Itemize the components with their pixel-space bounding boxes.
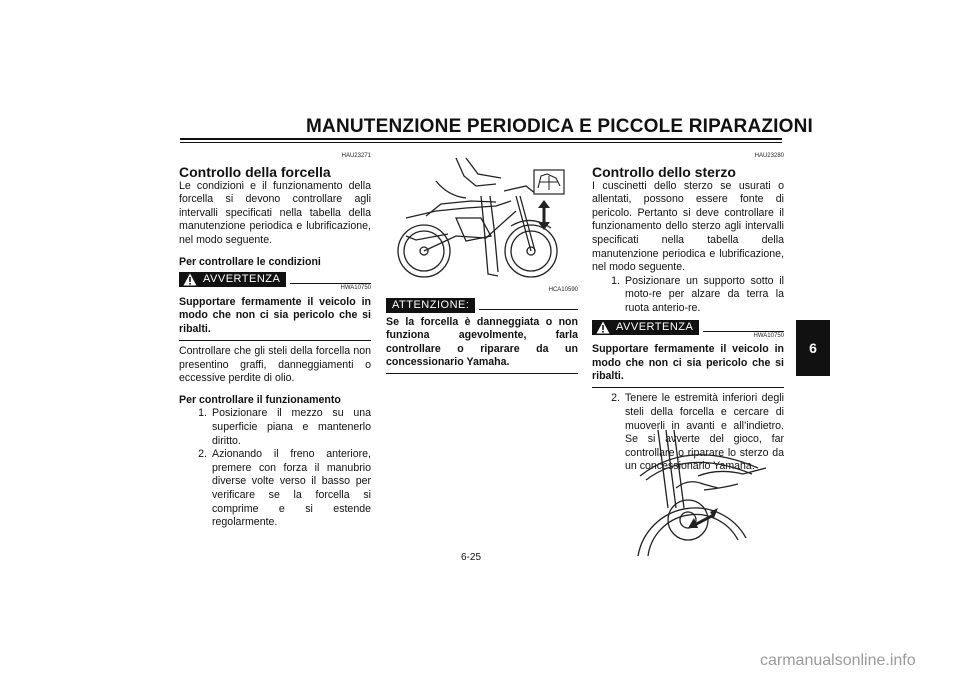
warning-label: AVVERTENZA <box>203 273 281 286</box>
warning-text: Supportare fermamente il veicolo in modo che non ci sia pericolo che si ribalti. <box>179 295 371 335</box>
warning-end-rule <box>179 340 371 342</box>
warning-end-rule <box>592 387 784 389</box>
header-rule-thin <box>180 142 782 143</box>
page-number: 6-25 <box>461 552 482 563</box>
chapter-tab: 6 <box>796 320 830 376</box>
section-code: HAU23280 <box>754 153 784 159</box>
middle-column <box>386 284 578 374</box>
section-heading-fork: Controllo della forcella <box>179 163 331 180</box>
motorcycle-illustration <box>386 156 578 284</box>
warning-badge <box>592 320 699 335</box>
steering-steps-1 <box>592 275 784 316</box>
front-wheel-illustration <box>618 428 768 556</box>
condition-check-text: Controllare che gli steli della forcella non presentino graffi, danneggiamenti o eccessive perdite di olio. <box>179 345 371 385</box>
steering-intro-text: I cuscinetti dello sterzo se usurati o allentati, possono essere fonte di pericolo. Pertanto si deve controllare il funzionamento dello sterzo agli intervalli specificati nella tabella della manutenzione periodica e lubrificazione, nel modo seguente. <box>592 179 784 274</box>
header-rule <box>180 138 782 140</box>
right-column <box>592 150 784 474</box>
warning-triangle-icon <box>596 321 610 334</box>
caution-end-rule <box>386 373 578 375</box>
warning-text: Supportare fermamente il veicolo in modo che non ci sia pericolo che si ribalti. <box>592 343 784 383</box>
caution-code: HCA10590 <box>548 287 578 293</box>
warning-triangle-icon <box>183 273 197 286</box>
section-code: HAU23271 <box>341 153 371 159</box>
list-item: 2. Azionando il freno anteriore, premere con forza il manubrio diverse volte verso il basso per verificare se la forcella si comprime e si estende regolarmente. <box>198 448 371 529</box>
fork-intro-text: Le condizioni e il funzionamento della forcella si devono controllare agli intervalli specificati nella tabella della manutenzione periodica e lubrificazione, nel modo seguente. <box>179 179 371 246</box>
warning-code: HWA10750 <box>753 332 784 339</box>
subheading-operation: Per controllare il funzionamento <box>179 393 341 406</box>
warning-label: AVVERTENZA <box>616 320 694 333</box>
warning-code: HWA10750 <box>340 285 371 292</box>
left-column <box>179 150 371 530</box>
warning-badge <box>179 272 286 287</box>
watermark: carmanualsonline.info <box>760 652 916 669</box>
subheading-condition: Per controllare le condizioni <box>179 255 321 268</box>
caution-header <box>386 298 578 313</box>
section-heading-steering: Controllo dello sterzo <box>592 163 736 180</box>
caution-line <box>479 309 578 310</box>
list-item: 2. Tenere le estremità inferiori degli steli della forcella e cercare di muoverli in avanti e all’indietro. Se si avverte del gioco, far controllare o riparare lo sterzo da un concessionario Yamaha. <box>611 392 784 473</box>
caution-label: ATTENZIONE: <box>386 298 475 313</box>
list-item: 1. Posizionare il mezzo su una superficie piana e mantenerlo diritto. <box>198 407 371 447</box>
caution-text: Se la forcella è danneggiata o non funziona agevolmente, farla controllare o riparare da un concessionario Yamaha. <box>386 315 578 369</box>
operation-steps <box>179 407 371 529</box>
page-title: MANUTENZIONE PERIODICA E PICCOLE RIPARAZIONI <box>306 116 814 137</box>
list-item: 1. Posizionare un supporto sotto il moto-re per alzare da terra la ruota anterio-re. <box>611 274 784 314</box>
